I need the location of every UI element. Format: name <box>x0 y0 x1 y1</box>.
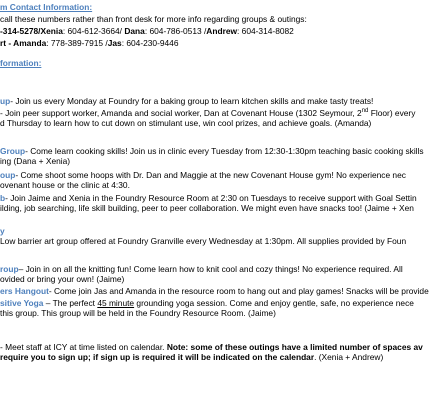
group-cooking-line-1 <box>0 146 424 156</box>
group-resource-line-1 <box>0 193 417 203</box>
group-resource-line-2: ilding, job searching, life skill building, peer to peer collaboration. We might even have snacks too! (Jaime + Xen <box>0 203 414 213</box>
group-text: - Join us every Monday at Foundry for a baking group to learn kitchen skills and make tasty treats! <box>10 96 374 106</box>
group-hoops-line-2: ovenant house or the clinic at 4:30. <box>0 180 130 190</box>
group-text: Floor) every <box>368 108 416 118</box>
contact-name-jas: Jas <box>107 38 122 48</box>
group-text: - Meet staff at ICY at time listed on calendar. <box>0 342 167 352</box>
group-text: – Join in on all the knitting fun! Come learn how to knit cool and cozy things! No experience required. All <box>18 264 403 274</box>
phone-andrew: : 604-314-8082 <box>237 26 294 36</box>
outings-line-2 <box>0 352 383 362</box>
group-hangout-line-1 <box>0 286 429 296</box>
group-hoops-line-1 <box>0 170 406 180</box>
group-label: b <box>0 193 6 203</box>
group-label: roup <box>0 264 19 274</box>
outings-note: require you to sign up; if sign up is required it will be indicated on the calendar <box>0 352 315 362</box>
group-baking <box>0 96 373 106</box>
phone-dana: : 604-786-0513 / <box>144 26 207 36</box>
group-peer-support-line-1 <box>0 108 415 118</box>
outings-line-1 <box>0 342 423 352</box>
outings-note: Note: some of these outings have a limited number of spaces av <box>166 342 423 352</box>
group-knitting-line-1 <box>0 264 403 274</box>
contact-line-2 <box>0 38 179 48</box>
superscript: nd <box>361 108 369 115</box>
group-label: oup <box>0 170 16 180</box>
contact-line-1 <box>0 26 294 36</box>
group-art-line-1: Low barrier art group offered at Foundry Granville every Wednesday at 1:30pm. All supplies provided by Foun <box>0 236 407 246</box>
contact-name-andrew: Andrew <box>206 26 238 36</box>
group-cooking-line-2: ing (Dana + Xenia) <box>0 156 71 166</box>
phone-jas: : 604-230-9446 <box>121 38 179 48</box>
group-text: – The perfect <box>43 298 98 308</box>
group-peer-support-line-2: d Thursday to learn how to cut down on stimulant use, win cool prizes, and achieve goals. (Amanda) <box>0 118 372 128</box>
group-label: Group <box>0 146 26 156</box>
group-art-label: y <box>0 226 5 236</box>
group-yoga-line-1 <box>0 298 414 308</box>
contact-name-amanda: rt - Amanda <box>0 38 47 48</box>
group-text: grounding yoga session. Come and enjoy gentle, safe, no experience nece <box>134 298 414 308</box>
group-text-underlined: 45 minute <box>97 298 135 308</box>
group-text: - Join Jaime and Xenia in the Foundry Resource Room at 2:30 on Tuesdays to receive support with Goal Settin <box>5 193 417 203</box>
group-yoga-line-2: this group. This group will be held in the Foundry Resource Room. (Jaime) <box>0 308 276 318</box>
phone-amanda: : 778-389-7915 / <box>46 38 108 48</box>
info-heading: formation: <box>0 58 42 68</box>
group-label: ers Hangout <box>0 286 49 296</box>
contact-heading: m Contact Information: <box>0 2 93 12</box>
group-knitting-line-2: ovided or bring your own! (Jaime) <box>0 274 125 284</box>
group-text: - Come learn cooking skills! Join us in clinic every Tuesday from 12:30-1:30pm teaching basic cooking skills <box>25 146 424 156</box>
phone-fragment: -314-5278/ <box>0 26 41 36</box>
group-text: - Join peer support worker, Amanda and social worker, Dan at Covenant House (1302 Seymour, 2 <box>0 108 362 118</box>
group-label: sitive Yoga <box>0 298 44 308</box>
contact-name-dana: Dana <box>124 26 145 36</box>
group-text: - Come shoot some hoops with Dr. Dan and Maggie at the new Covenant House gym! No experience nec <box>15 170 406 180</box>
group-label: up <box>0 96 11 106</box>
group-text: - Come join Jas and Amanda in the resource room to hang out and play games! Snacks will be provide <box>48 286 429 296</box>
contact-name-xenia: Xenia <box>40 26 63 36</box>
phone-xenia: : 604-612-3664/ <box>62 26 125 36</box>
contact-intro: call these numbers rather than front desk for more info regarding groups & outings: <box>0 14 307 24</box>
group-text: . (Xenia + Andrew) <box>314 352 384 362</box>
